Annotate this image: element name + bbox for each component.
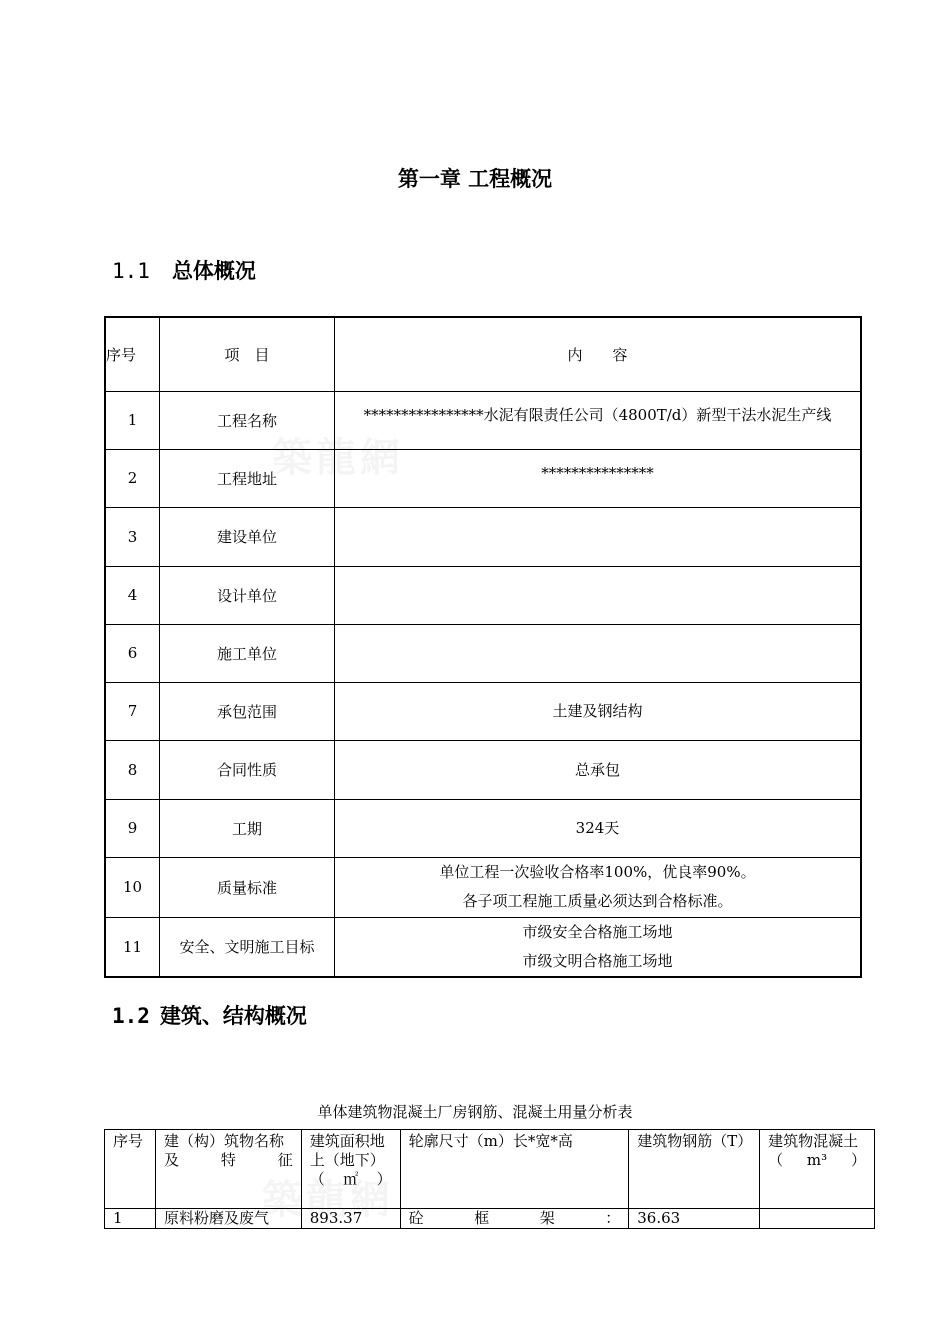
cell-content (335, 799, 862, 857)
header-steel: 建筑物钢筋（T） (629, 1130, 760, 1209)
analysis-table (104, 1129, 875, 1229)
cell-seq: 10 (105, 857, 160, 917)
table-row (105, 624, 861, 682)
content-line: 324天 (575, 819, 620, 837)
cell-item: 合同性质 (160, 740, 335, 799)
header-size: 轮廓尺寸（m）长*宽*高 (400, 1130, 629, 1209)
cell-item: 工程地址 (160, 449, 335, 507)
cell-seq: 2 (105, 449, 160, 507)
cell-size: 砼 框 架 ： (400, 1209, 629, 1229)
watermark-logo (272, 426, 404, 483)
cell-steel: 36.63 (629, 1209, 760, 1229)
header-content: 内 容 (335, 317, 862, 391)
cell-content (335, 566, 862, 624)
cell-seq: 7 (105, 682, 160, 740)
cell-content (335, 917, 862, 977)
table-row (105, 917, 861, 977)
content-line: 单位工程一次验收合格率100%，优良率90%。 (439, 862, 756, 881)
cell-item: 工程名称 (160, 391, 335, 449)
content-line: 市级文明合格施工场地 (522, 951, 673, 970)
section-heading-1-1 (112, 255, 256, 285)
cell-item: 质量标准 (160, 857, 335, 917)
cell-content (335, 624, 862, 682)
cell-item: 承包范围 (160, 682, 335, 740)
cell-name: 原料粉磨及废气 (155, 1209, 301, 1229)
table-caption: 单体建筑物混凝土厂房钢筋、混凝土用量分析表 (317, 1103, 633, 1121)
cell-item: 安全、文明施工目标 (160, 917, 335, 977)
cell-content (335, 857, 862, 917)
content-line: *************** (541, 463, 654, 482)
cell-seq: 9 (105, 799, 160, 857)
cell-seq: 3 (105, 507, 160, 566)
table-row (105, 740, 861, 799)
section-number: 1.1 (112, 259, 150, 283)
table-row (105, 566, 861, 624)
section-number: 1.2 (112, 1004, 150, 1028)
cell-seq: 11 (105, 917, 160, 977)
cell-item: 建设单位 (160, 507, 335, 566)
content-line: ****************水泥有限责任公司（4800T/d）新型干法水泥生产线 (363, 405, 832, 424)
header-concrete: 建筑物混凝土（m³） (760, 1130, 875, 1209)
overview-header-row (105, 317, 861, 391)
content-line: 各子项工程施工质量必须达到合格标准。 (462, 891, 733, 910)
header-seq: 序号 (105, 1130, 156, 1209)
cell-seq: 4 (105, 566, 160, 624)
header-name: 建（构）筑物名称及特征 (155, 1130, 301, 1209)
cell-seq: 1 (105, 391, 160, 449)
header-item: 项 目 (160, 317, 335, 391)
section-title: 建筑、结构概况 (159, 1004, 307, 1028)
cell-content (335, 449, 862, 507)
table-row (105, 449, 861, 507)
table-row (105, 857, 861, 917)
content-line: 总承包 (574, 760, 620, 779)
analysis-header-row (105, 1130, 875, 1209)
cell-concrete (760, 1209, 875, 1229)
cell-item: 施工单位 (160, 624, 335, 682)
table-row (105, 682, 861, 740)
content-line: 土建及钢结构 (552, 702, 643, 720)
cell-area: 893.37 (301, 1209, 400, 1229)
chapter-title: 第一章 工程概况 (397, 167, 553, 191)
cell-seq: 8 (105, 740, 160, 799)
header-seq: 序号 (105, 317, 160, 391)
cell-seq: 1 (105, 1209, 156, 1229)
table-row (105, 1209, 875, 1229)
cell-seq: 6 (105, 624, 160, 682)
table-row (105, 391, 861, 449)
cell-content (335, 682, 862, 740)
cell-content (335, 507, 862, 566)
cell-content (335, 391, 862, 449)
overview-table (104, 316, 862, 978)
cell-item: 工期 (160, 799, 335, 857)
content-line: 市级安全合格施工场地 (522, 922, 673, 941)
table-row (105, 799, 861, 857)
section-heading-1-2 (112, 1000, 307, 1030)
header-area: 建筑面积地上（地下）（㎡） (301, 1130, 400, 1209)
section-title: 总体概况 (171, 259, 256, 283)
cell-item: 设计单位 (160, 566, 335, 624)
table-row (105, 507, 861, 566)
cell-content (335, 740, 862, 799)
